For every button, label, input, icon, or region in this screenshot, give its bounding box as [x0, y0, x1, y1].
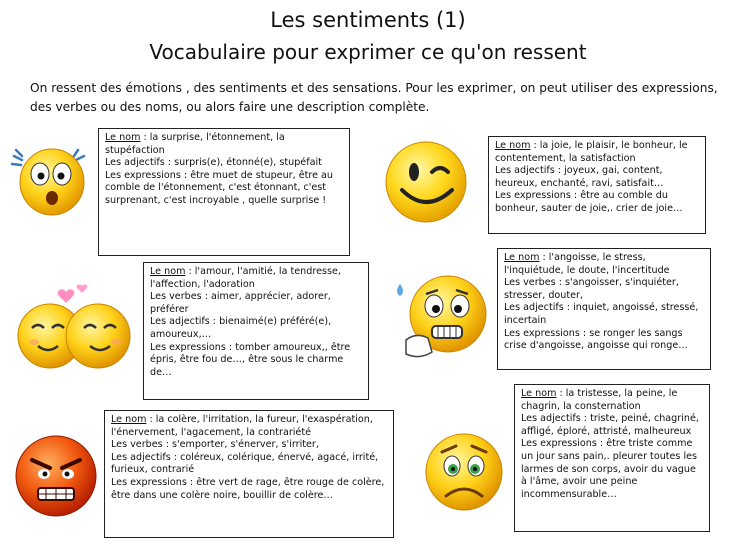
amour-verbs: Les verbes : aimer, apprécier, adorer, préférer [150, 291, 331, 315]
tristesse-adjectives: Les adjectifs : triste, peiné, chagriné, affligé, éploré, attristé, malheureux [521, 413, 699, 437]
angry-face-icon [10, 430, 102, 522]
joie-box [488, 136, 706, 234]
surprised-face-icon [8, 138, 94, 218]
amour-adjectives: Les adjectifs : bienaimé(e) préféré(e), amoureux,… [150, 316, 332, 340]
surprise-nom-label: Le nom [105, 132, 141, 143]
joie-expressions: Les expressions : être au comble du bonheur, sauter de joie,. crier de joie… [495, 190, 683, 214]
tristesse-nom-label: Le nom [521, 388, 557, 399]
tristesse-nom-text: : la tristesse, la peine, le chagrin, la consternation [521, 388, 678, 412]
amour-nom-label: Le nom [150, 266, 186, 277]
surprise-adjectives: Les adjectifs : surpris(e), étonné(e), stupéfait [105, 157, 322, 169]
angoisse-verbs: Les verbes : s'angoisser, s'inquiéter, stresser, douter, [504, 277, 679, 301]
amour-expressions: Les expressions : tomber amoureux,, être épris, être fou de…, être sous le charme de… [150, 341, 351, 378]
angoisse-nom-label: Le nom [504, 252, 540, 263]
colere-verbs: Les verbes : s'emporter, s'énerver, s'irriter, [111, 439, 319, 451]
tristesse-expressions: Les expressions : être triste comme un jour sans pain,. pleurer toutes les larmes de son corps, avoir du vague à l'âme, avoir une peine incommensurable… [521, 438, 698, 500]
colere-nom-label: Le nom [111, 414, 147, 425]
joie-adjectives: Les adjectifs : joyeux, gai, content, heureux, enchanté, ravi, satisfait… [495, 165, 664, 189]
surprise-nom-text: : la surprise, l'étonnement, la stupéfaction [105, 132, 285, 156]
joie-nom-text: : la joie, le plaisir, le bonheur, le contentement, la satisfaction [495, 140, 688, 164]
sad-face-icon [420, 424, 508, 516]
love-faces-icon [10, 282, 140, 372]
angoisse-box [497, 248, 711, 370]
surprise-expressions: Les expressions : être muet de stupeur, être au comble de l'étonnement, c'est étonnant, c'est surprenant, c'est incroyable , quelle surprise ! [105, 169, 334, 206]
joie-nom-label: Le nom [495, 140, 531, 151]
angoisse-expressions: Les expressions : se ronger les sangs crise d'angoisse, angoisse qui ronge… [504, 327, 688, 352]
angoisse-nom-text: : l'angoisse, le stress, l'inquiétude, le doute, l'incertitude [504, 252, 670, 276]
surprise-box [98, 128, 350, 256]
winking-face-icon [380, 138, 472, 226]
colere-adjectives: Les adjectifs : coléreux, colérique, énervé, agacé, irrité, furieux, contrarié [111, 451, 379, 476]
amour-nom-text: : l'amour, l'amitié, la tendresse, l'affection, l'adoration [150, 266, 341, 290]
colere-expressions: Les expressions : être vert de rage, être rouge de colère, être dans une colère noire, bouillir de colère… [111, 476, 385, 501]
intro-paragraph: On ressent des émotions , des sentiments et des sensations. Pour les exprimer, on peut utiliser des expressions, des verbes ou des noms, ou alors faire une description complète. [30, 81, 718, 114]
colere-nom-text: : la colère, l'irritation, la fureur, l'exaspération, l'énervement, l'agacement, la contrariété [111, 414, 373, 438]
anxious-face-icon [390, 268, 494, 368]
page-title: Les sentiments (1) [270, 8, 466, 32]
colere-box [104, 410, 394, 538]
amour-box [143, 262, 369, 400]
page-subtitle: Vocabulaire pour exprimer ce qu'on ressent [149, 40, 587, 64]
tristesse-box [514, 384, 710, 532]
angoisse-adjectives: Les adjectifs : inquiet, angoissé, stressé, incertain [504, 302, 699, 326]
